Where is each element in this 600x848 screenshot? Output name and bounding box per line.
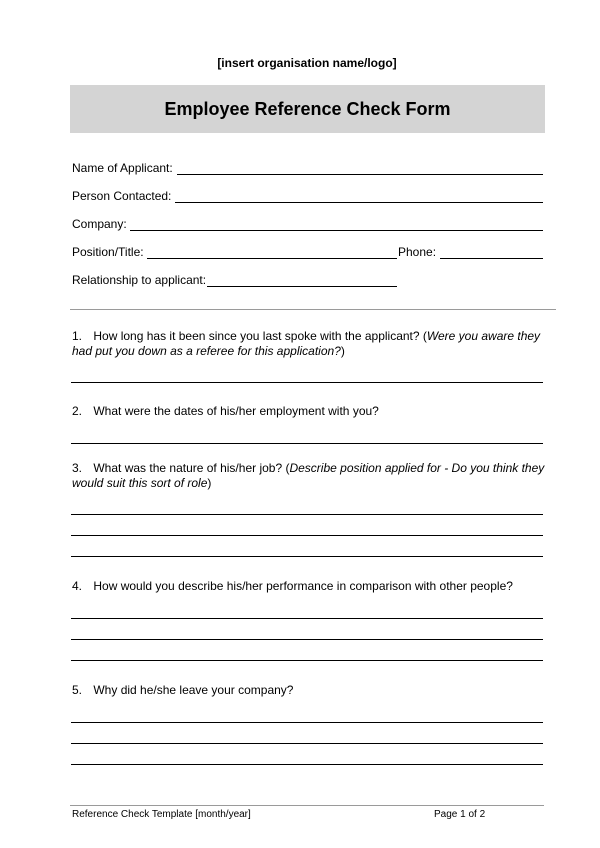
- relationship-label: Relationship to applicant:: [72, 273, 207, 287]
- person-contacted-label: Person Contacted:: [72, 189, 172, 203]
- question-2-number: 2.: [72, 404, 83, 418]
- answer-5-line-2[interactable]: [71, 743, 543, 744]
- question-1: [72, 329, 552, 359]
- person-contacted-line[interactable]: [175, 202, 543, 203]
- footer-page-number: Page 1 of 2: [434, 809, 486, 820]
- answer-3-line-2[interactable]: [71, 535, 543, 536]
- question-3-note: Describe position applied for - Do you think they would suit this sort of role: [72, 461, 545, 490]
- question-1-note: Were you aware they had put you down as a referee for this application?: [72, 329, 541, 358]
- position-title-line[interactable]: [147, 258, 397, 259]
- section-divider: [70, 309, 556, 310]
- footer-divider: [70, 805, 544, 806]
- question-4: [72, 579, 552, 594]
- question-3-number: 3.: [72, 461, 83, 475]
- answer-4-line-3[interactable]: [71, 660, 543, 661]
- question-4-text: How would you describe his/her performance in comparison with other people?: [93, 579, 513, 593]
- question-2-text: What were the dates of his/her employment with you?: [93, 404, 379, 418]
- organisation-placeholder: [insert organisation name/logo]: [217, 56, 397, 70]
- position-title-label: Position/Title:: [72, 245, 144, 259]
- answer-5-line-1[interactable]: [71, 722, 543, 723]
- page-title: Employee Reference Check Form: [164, 99, 451, 119]
- question-1-text: How long has it been since you last spoke with the applicant? (: [93, 329, 427, 343]
- company-label: Company:: [72, 217, 127, 231]
- phone-line[interactable]: [440, 258, 543, 259]
- question-5-text: Why did he/she leave your company?: [93, 683, 294, 697]
- name-of-applicant-label: Name of Applicant:: [72, 161, 173, 175]
- answer-4-line-1[interactable]: [71, 618, 543, 619]
- name-of-applicant-line[interactable]: [177, 174, 543, 175]
- answer-4-line-2[interactable]: [71, 639, 543, 640]
- question-3-close: ): [207, 476, 212, 490]
- question-5: [72, 683, 552, 698]
- title-banner: [70, 85, 545, 133]
- question-3: [72, 461, 552, 491]
- company-line[interactable]: [130, 230, 543, 231]
- answer-3-line-1[interactable]: [71, 514, 543, 515]
- question-3-text: What was the nature of his/her job? (: [93, 461, 290, 475]
- answer-2-line-1[interactable]: [71, 443, 543, 444]
- phone-label: Phone:: [398, 245, 437, 259]
- question-4-number: 4.: [72, 579, 83, 593]
- footer-template-label: Reference Check Template [month/year]: [72, 809, 251, 820]
- answer-1-line-1[interactable]: [71, 382, 543, 383]
- question-1-close: ): [340, 344, 345, 358]
- question-5-number: 5.: [72, 683, 83, 697]
- question-1-number: 1.: [72, 329, 83, 343]
- answer-3-line-3[interactable]: [71, 556, 543, 557]
- relationship-line[interactable]: [207, 286, 397, 287]
- answer-5-line-3[interactable]: [71, 764, 543, 765]
- question-2: [72, 404, 552, 419]
